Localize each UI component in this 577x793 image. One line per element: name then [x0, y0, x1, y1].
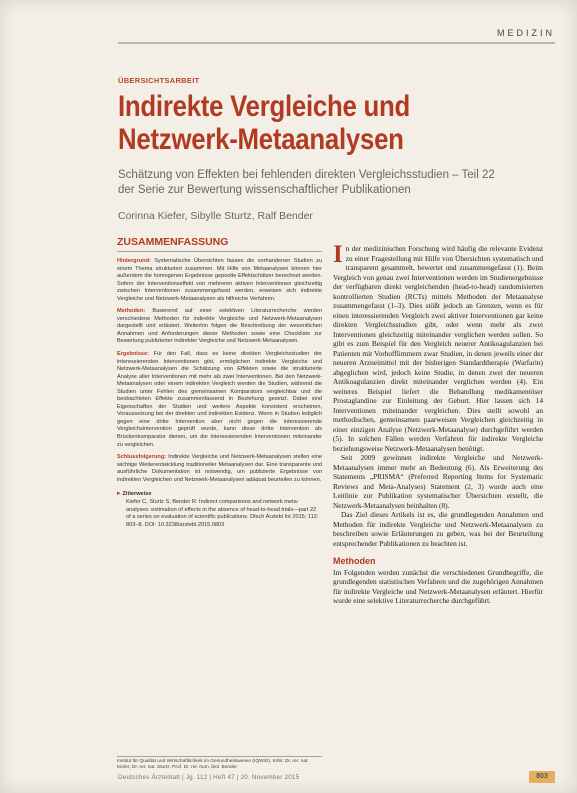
body-paragraph: Seit 2009 gewinnen indirekte Vergleiche und Netzwerk-Metaanalysen immer mehr an Bedeutung (6). Als Erweiterung des Statements „PRISMA“ (Preferred Reporting Items for Systematic Reviews and Meta-Analyses) Statement (2, 3) wurde auch eine Leitlinie zur Publikation systematischer Übersichten erstellt, die Netzwerk-Metaanalysen beinhalten (8). — [333, 453, 543, 510]
citation-block — [117, 490, 322, 529]
header-rule — [118, 42, 555, 44]
page-number: 803 — [529, 771, 555, 783]
body-column — [333, 241, 543, 606]
triangle-icon: ▸ — [117, 490, 121, 498]
body-paragraph — [333, 241, 543, 453]
drop-cap: I — [333, 241, 343, 268]
summary-methods — [117, 308, 322, 346]
summary-heading: ZUSAMMENFASSUNG — [117, 236, 229, 248]
section-label: MEDIZIN — [497, 28, 555, 38]
summary-results — [117, 351, 322, 449]
summary-text-conclusion: Indirekte Vergleiche und Netzwerk-Metaanalysen stellen eine wichtige Weiterentwicklung traditioneller Metaanalysen dar. Eine transparente und ausführliche Dokumentation ist notwendig, um publizierte Ergebnisse von indirekten Vergleichen und Netzwerk-Metaanalysen adäquat beurteilen zu können. — [117, 454, 322, 483]
summary-conclusion — [117, 454, 322, 484]
summary-text-methods: Basierend auf einer selektiven Literaturrecherche werden verschiedene Methoden für indirekte Vergleiche und Netzwerk-Metaanalysen dargestellt und erläutert. Weiterhin folgen die Beschreibung der wesentlichen Annahmen und Anforderungen dieser Methoden sowie eine Checkliste zur Bewertung publizierter indirekter Vergleiche und Netzwerk-Metaanalysen. — [117, 308, 322, 345]
article-authors: Corinna Kiefer, Sibylle Sturtz, Ralf Bender — [118, 210, 313, 222]
body-paragraph: Das Ziel dieses Artikels ist es, die grundlegenden Annahmen und Methoden für indirekte Vergleiche und Netzwerk-Metaanalysen zu beschreiben sowie Erläuterungen zu geben, was bei der Beurteilung entsprechender Publikationen zu beachten ist. — [333, 510, 543, 548]
summary-background — [117, 258, 322, 303]
article-subtitle: Schätzung von Effekten bei fehlenden direkten Vergleichsstudien – Teil 22 der Serie zur Bewertung wissenschaftlicher Publikationen — [118, 169, 495, 196]
citation-label: Zitierweise — [122, 491, 152, 498]
article-kicker: ÜBERSICHTSARBEIT — [118, 76, 200, 85]
summary-text-background: Systematische Übersichten fassen die vorhandenen Studien zu einem Thema strukturiert zusammen. Mit Hilfe von Metaanalysen können hier außerdem die homogenen Ergebnisse gepoolte Effektschätzer berechnet werden. Sofern der Interventionseffekt von mehreren aktiven Interventionen gleichzeitig zwischen Interventionen zusammengefasst werden, erweisen sich indirekte Vergleiche und Netzwerk-Metaanalysen als hilfreiche Verfahren. — [117, 258, 322, 302]
summary-text-results: Für den Fall, dass es keine direkten Vergleichsstudien der interessierenden Interventionen gibt, ermöglichen indirekte Vergleiche und Netzwerk-Metaanalysen die Schätzung von Effekten sowie die strukturierte Analyse aller Interventionen mit mehr als zwei Interventionen. Bei den Netzwerk-Metaanalysen oder einem indirekten Vergleich werden die Studien, während die Studien unter Fehlen des gemeinsamen Komparators vergleichbar und die beobachteten Effekte zusammenfassend in Beziehung gesetzt. Dabei sind Eigenschaften der Studien und weitere Aspekte konsistent erscheinen, Voraussetzung bei der direkten und indirekten Evidenz. Wenn in Studien lediglich gegen eine dritte Intervention aber nicht gegen die interessierende Vergleichsintervention geprüft wurde, kann diese dritte Intervention als Brückenkomparator dienen, um die interessierenden Interventionen miteinander zu vergleichen. — [117, 351, 322, 448]
summary-lead-background: Hintergrund: — [117, 258, 151, 264]
summary-lead-methods: Methoden: — [117, 308, 146, 315]
body-text-1: n der medizinischen Forschung wird häufig die relevante Evidenz zu einer Fragestellung mit Hilfe von Übersichten systematisch und transparent gesammelt, bewertet und zusammengefasst (1). Beim Vergleich von genau zwei Interventionen werden im Studienergebnisse der verfügbaren direkt vergleichenden (head-to-head) randomisierten kontrollierten Studien (RCTs) mittels Methoden der Metaanalyse zusammengefasst (1–3). Dies stößt jedoch an Grenzen, wenn es für einen interessierenden Vergleich zwei aktiver Interventionen gar keine direkten Vergleichsstudien gibt, oder wenn mehr als zwei Interventionen gleichzeitig miteinander verglichen werden sollen. So gibt es zum Beispiel für den Vergleich neuerer Antikoagulanzien bei Patienten mit Vorhofflimmern zwar Studien, in denen jeweils einer der neueren Arzneimittel mit der bisherigen Standardtherapie (Warfarin) abgeglichen wird, jedoch keine Studie, in denen zwei der neueren Antikoagulanzien direkt miteinander verglichen werden (4). Ein weiteres Beispiel liefert die Behandlung medikamentöser Prostaglandine zur Einleitung der Geburt. Hier lassen sich 14 Interventionen miteinander vergleichen. Dies stellt sowohl an methodischen, gemeinsamen paarweisen Vergleichen gleichzeitig in einer einzigen Analyse (Netzwerk-Metaanalyse) durchgeführt werden (5). In solchen Fällen werden Verfahren für indirekte Vergleiche beziehungsweise Netzwerk-Metaanalysen benötigt. — [333, 244, 543, 453]
summary-rule — [117, 251, 322, 252]
summary-lead-results: Ergebnisse: — [117, 351, 150, 358]
methods-heading: Methoden — [333, 555, 376, 566]
methods-paragraph: Im Folgenden werden zunächst die verschiedenen Grundbegriffe, die grundlegenden statistischen Verfahren und die zugehörigen Annahmen für indirekte Vergleiche und Netzwerk-Metaanalysen erläutert. Hierfür wurde eine selektive Literaturrecherche durchgeführt. — [333, 567, 543, 606]
citation-text: Kiefer C, Sturtz S, Bender R: Indirect comparisons and network meta-analyses: estimation of effects in the absence of head-to-head trials—part 22 of a series on evaluation of scientific publications. Dtsch Arztebl Int 2015; 112: 803–8. DOI: 10.3238/arztebl.2015.0803 — [126, 498, 319, 528]
article-title: Indirekte Vergleiche und Netzwerk-Metaanalysen — [118, 90, 411, 156]
summary-lead-conclusion: Schlussfolgerung: — [117, 454, 167, 461]
journal-footer: Deutsches Ärzteblatt | Jg. 112 | Heft 47 | 20. November 2015 — [118, 774, 300, 781]
affiliation-footnote: Institut für Qualität und Wirtschaftlichkeit im Gesundheitswesen (IQWiG), Köln: Dr. rer. nat. Kiefer, Dr. rer. nat. Sturtz, Prof. Dr. rer. hum. biol. Bender — [117, 756, 322, 771]
summary-box — [117, 236, 322, 529]
